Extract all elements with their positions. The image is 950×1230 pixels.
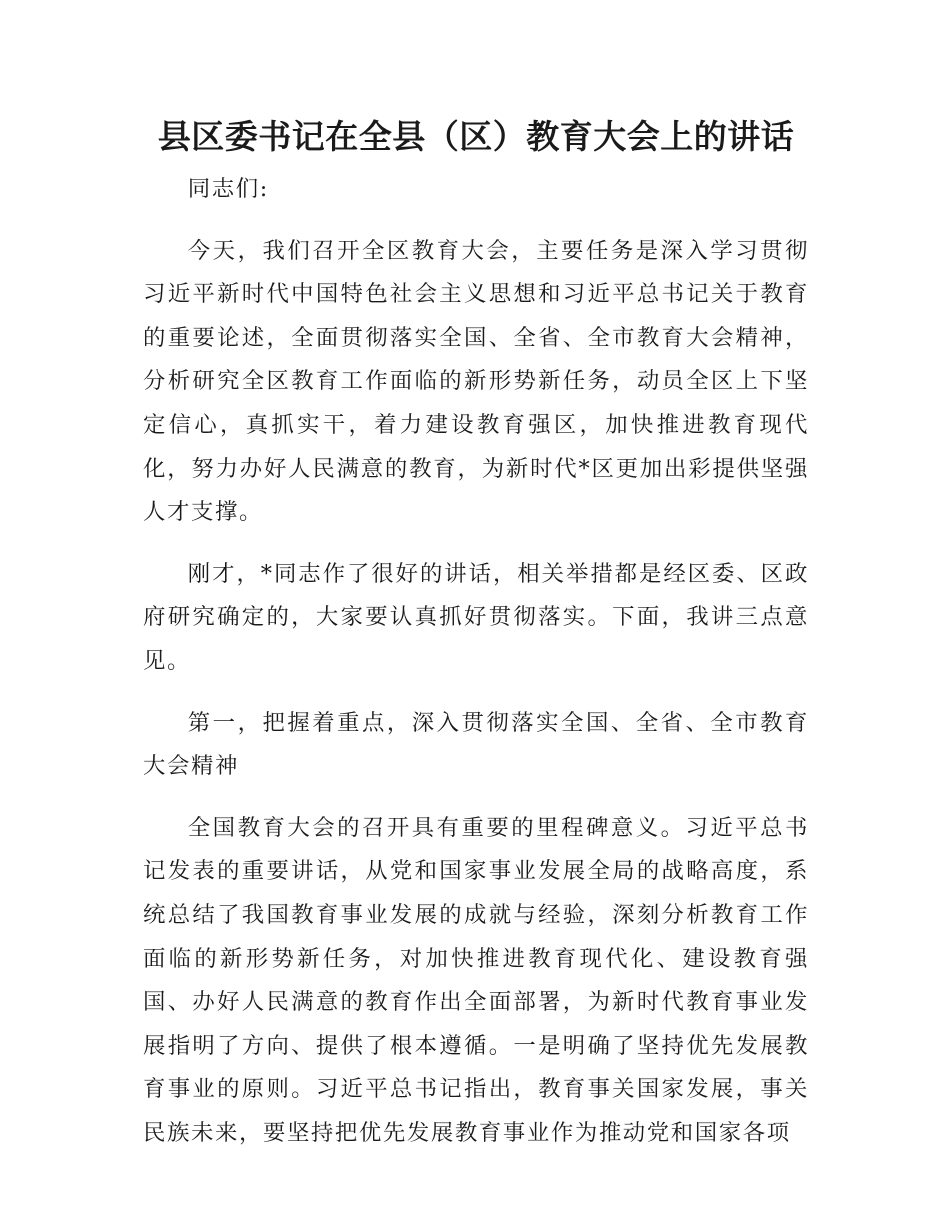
section-heading-first: 第一，把握着重点，深入贯彻落实全国、全省、全市教育大会精神 xyxy=(143,709,809,780)
salutation: 同志们: xyxy=(187,176,269,202)
paragraph-intro-points: 刚才，*同志作了很好的讲话，相关举措都是经区委、区政府研究确定的，大家要认真抓好贯彻落实。下面，我讲三点意见。 xyxy=(143,560,809,674)
paragraph-body: 全国教育大会的召开具有重要的里程碑意义。习近平总书记发表的重要讲话，从党和国家事业发展全局的战略高度，系统总结了我国教育事业发展的成就与经验，深刻分析教育工作面临的新形势新任务，对加快推进教育现代化、建设教育强国、办好人民满意的教育作出全面部署，为新时代教育事业发展指明了方向、提供了根本遵循。一是明确了坚持优先发展教育事业的原则。习近平总书记指出，教育事关国家发展，事关民族未来，要坚持把优先发展教育事业作为推动党和国家各项 xyxy=(143,814,809,1146)
document-title: 县区委书记在全县（区）教育大会上的讲话 xyxy=(157,117,795,156)
document-page xyxy=(143,112,809,1173)
paragraph-opening: 今天，我们召开全区教育大会，主要任务是深入学习贯彻习近平新时代中国特色社会主义思想和习近平总书记关于教育的重要论述，全面贯彻落实全国、全省、全市教育大会精神，分析研究全区教育工作面临的新形势新任务，动员全区上下坚定信心，真抓实干，着力建设教育强区，加快推进教育现代化，努力办好人民满意的教育，为新时代*区更加出彩提供坚强人才支撑。 xyxy=(143,237,809,526)
